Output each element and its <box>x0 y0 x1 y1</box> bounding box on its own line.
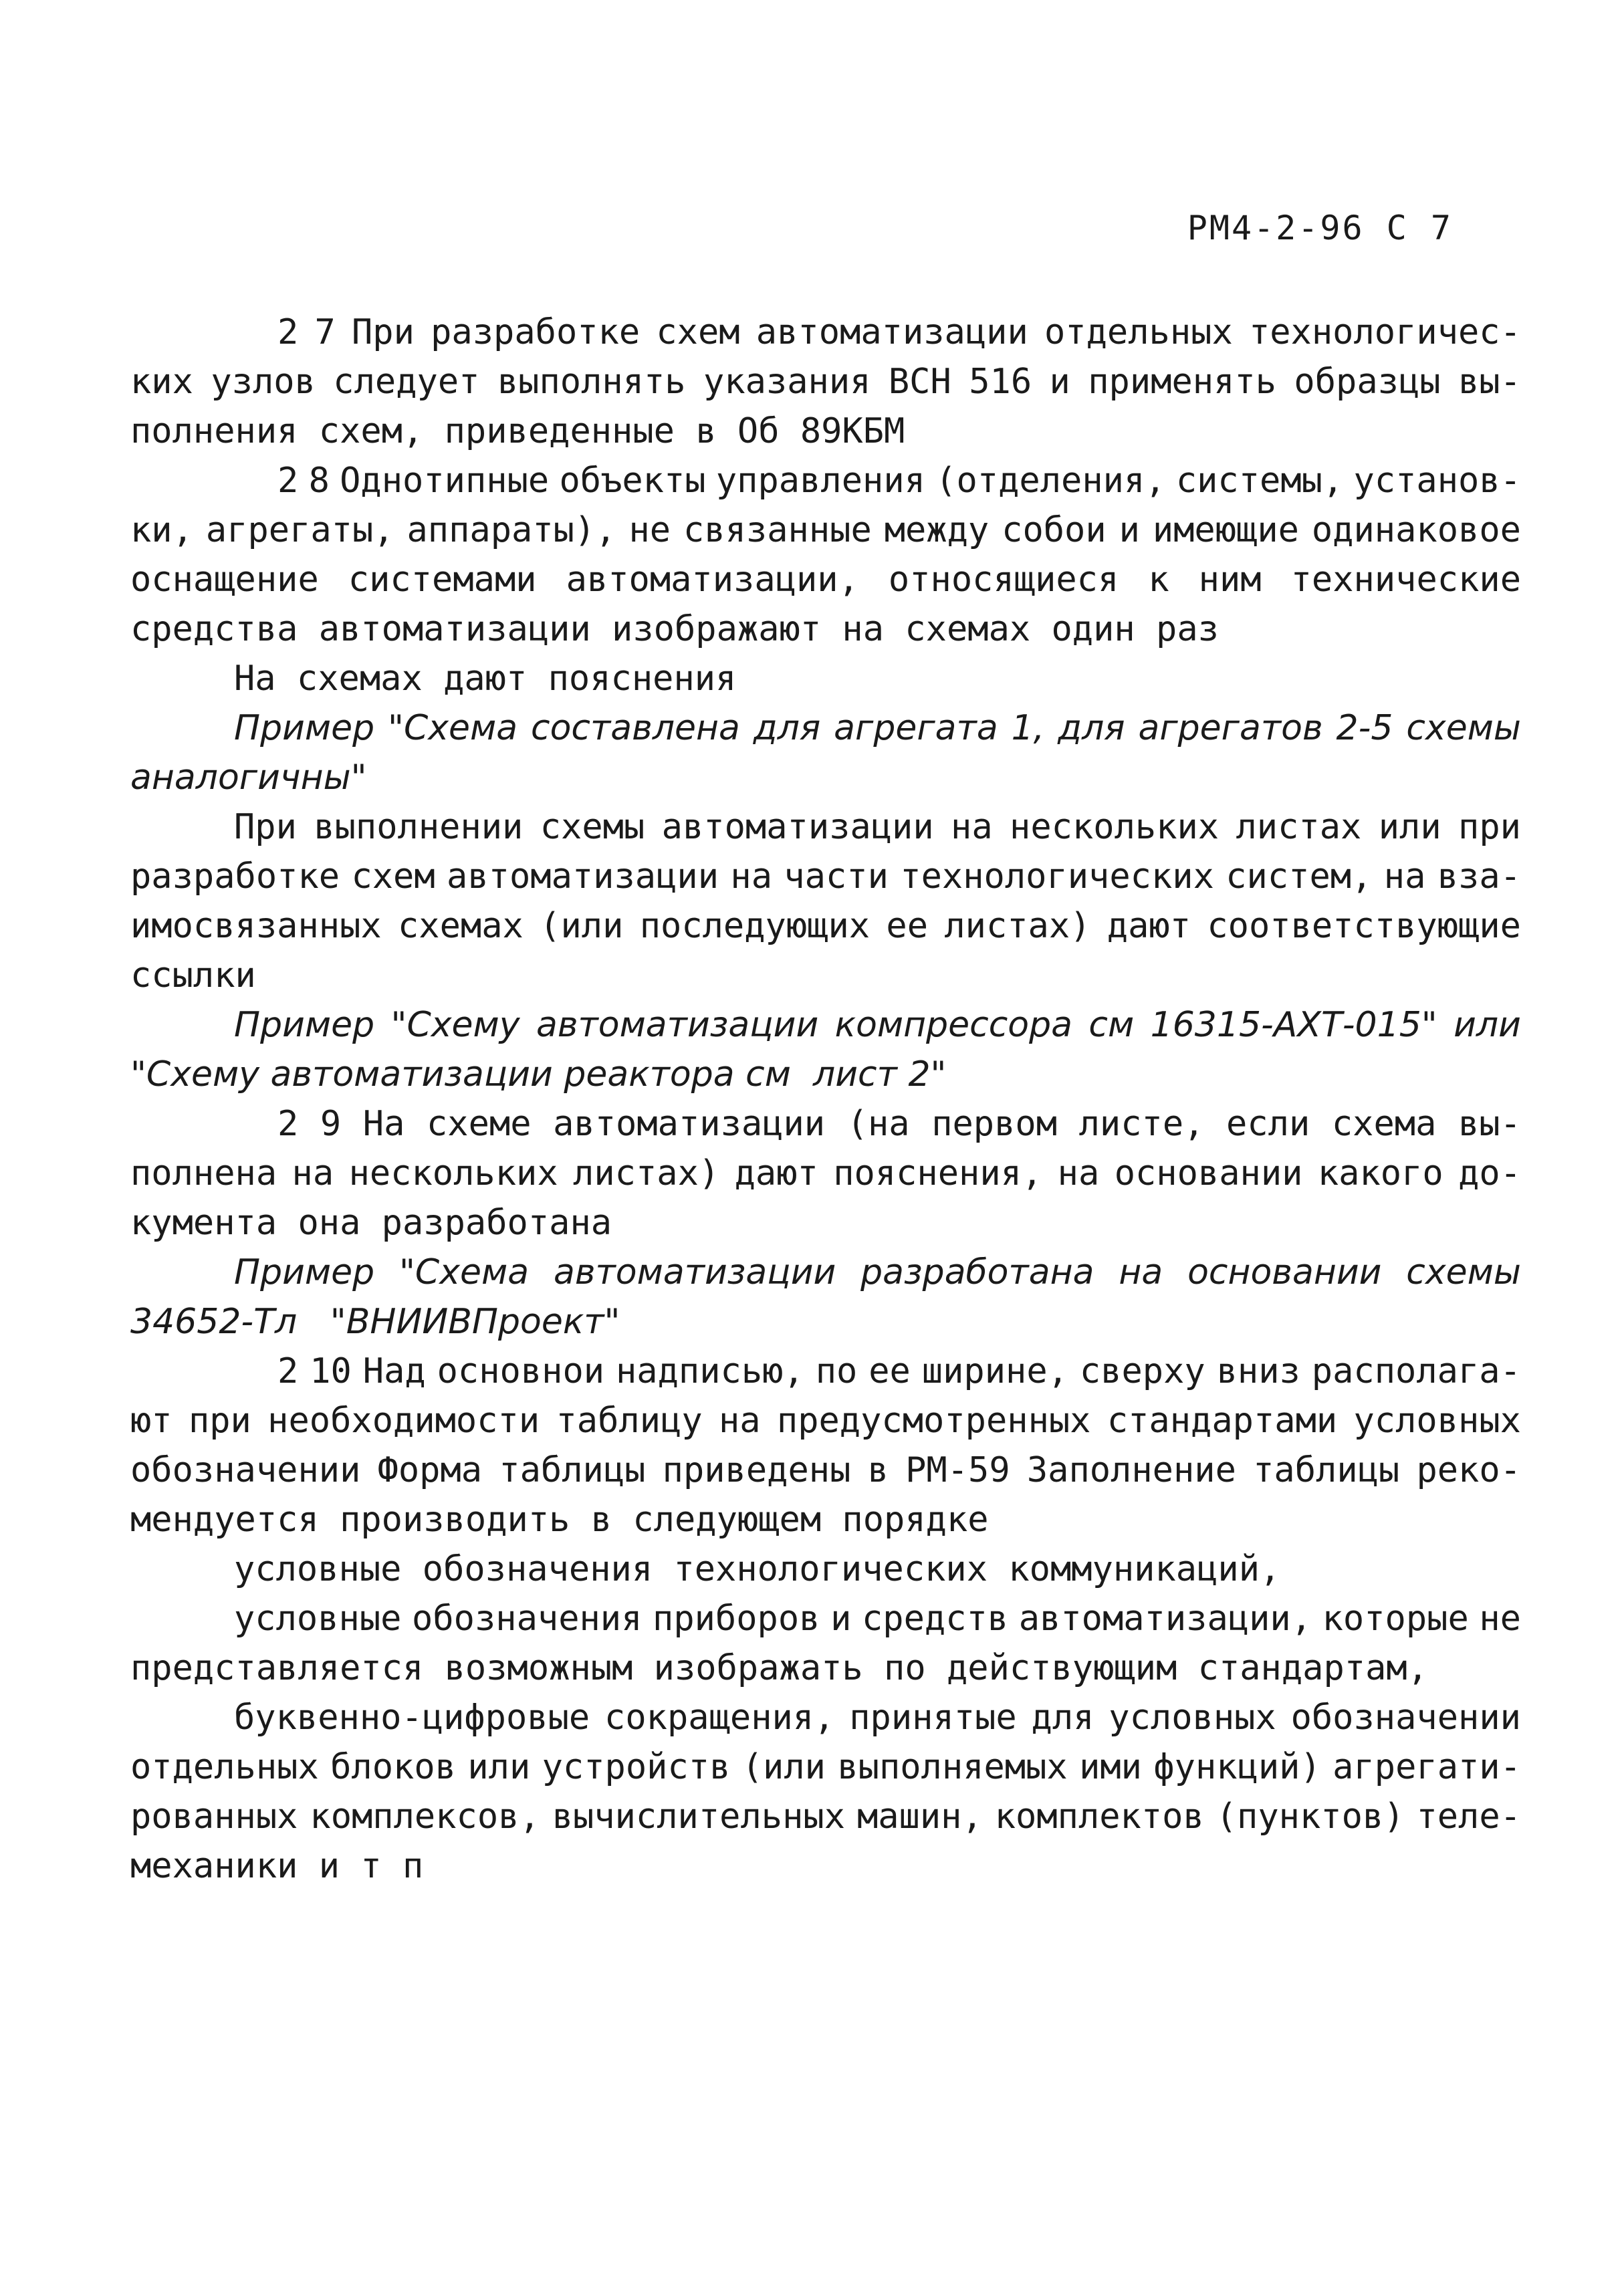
word: системы, <box>1175 461 1344 501</box>
word: вы- <box>1458 1104 1521 1144</box>
word: схемы <box>540 807 645 847</box>
word: схемы <box>1406 708 1521 748</box>
word: одинаковое <box>1311 510 1521 550</box>
text-line <box>130 357 1521 407</box>
word: устройств <box>542 1747 731 1787</box>
line-text: полнения схем, приведенные в Об 89КБМ <box>130 411 905 451</box>
word: схеме <box>426 1104 532 1144</box>
word: которые <box>1322 1599 1469 1639</box>
word: 2 <box>277 312 299 352</box>
word: (или <box>540 906 624 946</box>
word: дают <box>734 1153 818 1193</box>
word: теле- <box>1416 1797 1521 1837</box>
word: 8 <box>308 461 330 501</box>
word: технологических <box>900 856 1214 897</box>
word: 9 <box>320 1104 342 1144</box>
word: системами <box>348 560 537 600</box>
word: составлена <box>531 708 740 748</box>
word: функций) <box>1153 1747 1321 1787</box>
text-line <box>130 1792 1521 1841</box>
text-line <box>130 802 1521 852</box>
word: для <box>753 708 821 748</box>
word: на <box>292 1153 334 1193</box>
word: ки, <box>130 510 193 550</box>
word: средств <box>861 1599 1009 1639</box>
word: вы- <box>1458 362 1521 402</box>
word: первом <box>931 1104 1058 1144</box>
word: на <box>730 856 773 897</box>
document-body <box>130 308 1521 1891</box>
text-line <box>130 901 1521 951</box>
word: технологичес- <box>1248 312 1521 352</box>
word: ее <box>868 1351 911 1391</box>
word: оснащение <box>130 560 319 600</box>
word: надписью, <box>616 1351 804 1391</box>
word: ширине, <box>921 1351 1068 1391</box>
text-line <box>130 1742 1521 1792</box>
word: нескольких <box>348 1153 558 1193</box>
word: установ- <box>1353 461 1521 501</box>
word: таблицы <box>1253 1450 1400 1490</box>
word: принятые <box>849 1698 1017 1738</box>
word: пояснения, <box>833 1153 1043 1193</box>
text-line <box>130 456 1521 505</box>
word: схем <box>656 312 740 352</box>
word: части <box>784 856 889 897</box>
word: при <box>1458 807 1521 847</box>
word: основании <box>1187 1252 1382 1292</box>
word: рованных <box>130 1797 298 1837</box>
line-text: аналогичны" <box>130 758 367 798</box>
word: см <box>1088 1005 1135 1045</box>
word: или <box>1454 1005 1521 1045</box>
word: обозначении <box>1290 1698 1521 1738</box>
word: агрегати- <box>1332 1747 1521 1787</box>
word: или <box>467 1747 531 1787</box>
word: систем, <box>1226 856 1373 897</box>
line-text: ссылки <box>130 955 256 996</box>
word: не <box>1479 1599 1521 1639</box>
word: автоматизации <box>756 312 1028 352</box>
text-line <box>130 407 1521 456</box>
word: автоматизации <box>553 1104 826 1144</box>
word: 1, <box>1011 708 1045 748</box>
word: Пример <box>234 708 375 748</box>
word: автоматизации <box>661 807 934 847</box>
word: стандартами <box>1107 1401 1338 1441</box>
word: 2-5 <box>1336 708 1393 748</box>
word: комплексов, <box>310 1797 540 1837</box>
word: ими <box>1079 1747 1142 1787</box>
word: автоматизации <box>553 1252 836 1292</box>
word: дают <box>1107 906 1191 946</box>
word: отдельных <box>130 1747 319 1787</box>
word: листах) <box>944 906 1091 946</box>
text-line <box>130 1594 1521 1643</box>
text-line <box>130 308 1521 357</box>
word: сокращения, <box>604 1698 835 1738</box>
word: по <box>815 1351 858 1391</box>
line-text: "Схему автоматизации реактора см лист 2" <box>130 1054 947 1095</box>
word: 516 <box>969 362 1032 402</box>
word: 2 <box>277 1104 299 1144</box>
word: При <box>352 312 415 352</box>
word: При <box>234 807 297 847</box>
word: к <box>1148 560 1169 600</box>
word: разработке <box>130 856 340 897</box>
text-line <box>130 654 1521 703</box>
line-text: На схемах дают пояснения <box>234 659 737 699</box>
word: реко- <box>1416 1450 1521 1490</box>
word: (на <box>846 1104 910 1144</box>
word: 2 <box>277 461 299 501</box>
word: РМ-59 <box>905 1450 1010 1490</box>
word: в <box>867 1450 889 1490</box>
word: машин, <box>856 1797 983 1837</box>
word: и <box>1119 510 1140 550</box>
text-line <box>130 1297 1521 1347</box>
word: на <box>1057 1153 1100 1193</box>
word: автоматизации <box>447 856 719 897</box>
text-line <box>130 1000 1521 1050</box>
text-line <box>130 852 1521 901</box>
word: связанные <box>683 510 872 550</box>
word: имеющие <box>1152 510 1299 550</box>
word: технические <box>1290 560 1521 600</box>
word: агрегаты, <box>205 510 394 550</box>
word: между <box>884 510 990 550</box>
word: Пример <box>234 1005 375 1045</box>
word: агрегатов <box>1138 708 1323 748</box>
word: таблицы <box>499 1450 646 1490</box>
word: листах) <box>573 1153 720 1193</box>
word: приборов <box>653 1599 820 1639</box>
word: на <box>718 1401 761 1441</box>
word: ких <box>130 362 193 402</box>
text-line <box>130 604 1521 654</box>
word: следует <box>333 362 480 402</box>
word: 16315-АХТ-015" <box>1150 1005 1437 1045</box>
word: указания <box>703 362 871 402</box>
word: агрегата <box>834 708 998 748</box>
word: вниз <box>1216 1351 1300 1391</box>
word: полнена <box>130 1153 277 1193</box>
word: Пример <box>234 1252 375 1292</box>
word: вза- <box>1437 856 1521 897</box>
word: листах <box>1236 807 1362 847</box>
word: образцы <box>1294 362 1441 402</box>
text-line <box>130 1347 1521 1396</box>
line-text: 34652-Тл "ВНИИВПроект" <box>130 1302 620 1342</box>
word: схемы <box>1406 1252 1521 1292</box>
text-line <box>130 703 1521 753</box>
word: на <box>1383 856 1426 897</box>
word: Над <box>362 1351 426 1391</box>
word: (отделения, <box>935 461 1166 501</box>
word: и <box>1049 362 1070 402</box>
word: 2 <box>277 1351 299 1391</box>
text-line <box>130 1149 1521 1198</box>
word: сверху <box>1079 1351 1205 1391</box>
text-line <box>130 753 1521 802</box>
word: комплектов <box>994 1797 1204 1837</box>
word: соответствующие <box>1207 906 1521 946</box>
word: обозначения <box>412 1599 643 1639</box>
word: Заполнение <box>1026 1450 1236 1490</box>
word: "Схему <box>390 1005 520 1045</box>
text-line <box>130 1544 1521 1594</box>
word: 10 <box>310 1351 352 1391</box>
word: до- <box>1458 1153 1521 1193</box>
word: схемах <box>398 906 524 946</box>
word: для <box>1031 1698 1094 1738</box>
word: автоматизации, <box>566 560 859 600</box>
word: на <box>1119 1252 1163 1292</box>
word: необходимости <box>267 1401 540 1441</box>
word: На <box>362 1104 405 1144</box>
word: разработана <box>860 1252 1094 1292</box>
word: Однотипные <box>340 461 550 501</box>
text-line <box>130 1643 1521 1693</box>
text-line <box>130 1099 1521 1149</box>
word: приведены <box>662 1450 851 1490</box>
line-text: мендуется производить в следующем порядке <box>130 1500 989 1540</box>
text-line <box>130 1446 1521 1495</box>
word: выполняемых <box>837 1747 1068 1787</box>
word: какого <box>1317 1153 1443 1193</box>
text-line <box>130 1495 1521 1544</box>
word: Форма <box>377 1450 483 1490</box>
word: обозначении <box>130 1450 361 1490</box>
word: располага- <box>1311 1351 1521 1391</box>
word: (или <box>741 1747 826 1787</box>
word: схем <box>351 856 435 897</box>
document-reference: РМ4-2-96 С 7 <box>1187 209 1453 247</box>
text-line <box>130 1841 1521 1891</box>
word: условные <box>234 1599 402 1639</box>
word: относящиеся <box>888 560 1119 600</box>
word: схема <box>1331 1104 1437 1144</box>
line-text: средства автоматизации изображают на схемах один раз <box>130 609 1219 649</box>
text-line <box>130 1693 1521 1742</box>
word: разработке <box>431 312 641 352</box>
text-line <box>130 1198 1521 1248</box>
word: имосвязанных <box>130 906 382 946</box>
word: отдельных <box>1044 312 1233 352</box>
line-text: представляется возможным изображать по действующим стандартам, <box>130 1648 1429 1688</box>
word: последующих <box>639 906 871 946</box>
word: автоматизации, <box>1018 1599 1312 1639</box>
line-text: условные обозначения технологических коммуникаций, <box>234 1549 1281 1589</box>
word: применять <box>1088 362 1277 402</box>
word: выполнении <box>314 807 524 847</box>
text-line <box>130 951 1521 1000</box>
word: объекты <box>559 461 706 501</box>
word: буквенно-цифровые <box>234 1698 590 1738</box>
word: автоматизации <box>536 1005 819 1045</box>
line-text: кумента она разработана <box>130 1203 612 1243</box>
word: (пунктов) <box>1215 1797 1405 1837</box>
text-line <box>130 505 1521 555</box>
word: предусмотренных <box>776 1401 1091 1441</box>
word: ВСН <box>888 362 951 402</box>
text-line <box>130 555 1521 604</box>
word: собои <box>1002 510 1107 550</box>
word: ют <box>130 1401 172 1441</box>
word: блоков <box>330 1747 456 1787</box>
word: аппараты), <box>407 510 616 550</box>
word: если <box>1226 1104 1310 1144</box>
line-text: механики и т п <box>130 1846 424 1886</box>
word: узлов <box>211 362 316 402</box>
word: для <box>1058 708 1125 748</box>
word: при <box>188 1401 251 1441</box>
word: условных <box>1109 1698 1276 1738</box>
word: ее <box>886 906 929 946</box>
text-line <box>130 1396 1521 1446</box>
word: условных <box>1353 1401 1521 1441</box>
word: или <box>1378 807 1441 847</box>
word: и <box>830 1599 852 1639</box>
word: управления <box>715 461 925 501</box>
word: компрессора <box>834 1005 1072 1045</box>
word: 7 <box>314 312 336 352</box>
word: не <box>628 510 671 550</box>
word: ним <box>1198 560 1262 600</box>
word: листе, <box>1078 1104 1205 1144</box>
text-line <box>130 1050 1521 1099</box>
word: таблицу <box>556 1401 703 1441</box>
text-line <box>130 1248 1521 1297</box>
word: основании <box>1114 1153 1303 1193</box>
word: вычислительных <box>552 1797 845 1837</box>
word: основнои <box>437 1351 605 1391</box>
word: нескольких <box>1010 807 1220 847</box>
word: выполнять <box>497 362 686 402</box>
word: "Схема <box>388 708 518 748</box>
word: "Схема <box>399 1252 530 1292</box>
word: на <box>951 807 993 847</box>
